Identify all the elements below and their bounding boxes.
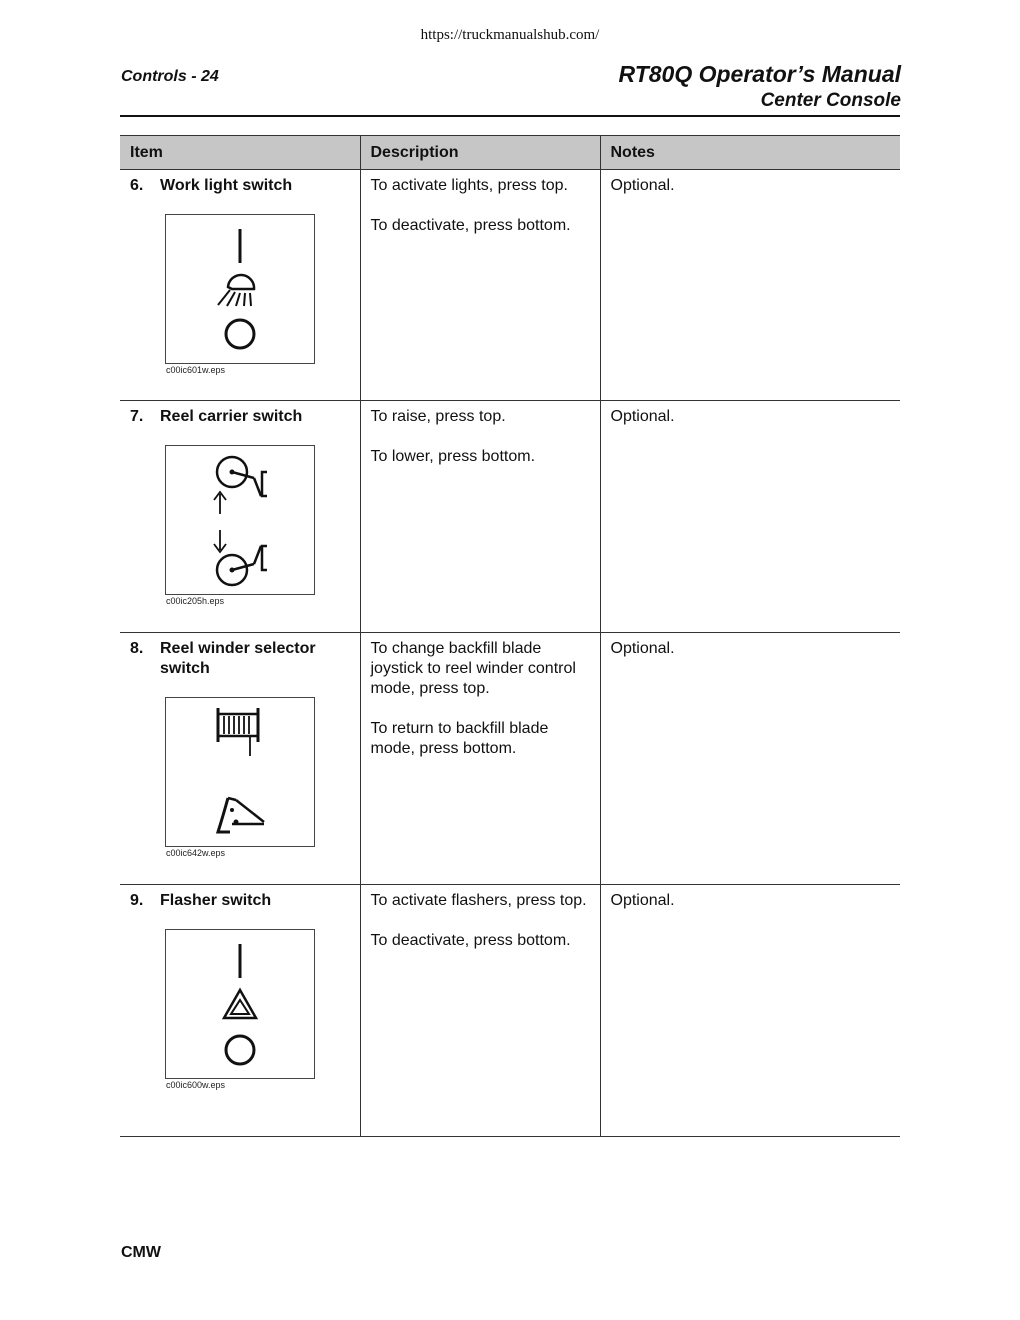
notes-cell: Optional. [600,633,900,885]
item-name: Reel winder selector switch [160,640,316,677]
description-text: To deactivate, press bottom. [370,932,571,949]
item-label [130,639,350,679]
description-text: To lower, press bottom. [370,448,536,465]
controls-table [120,135,900,1137]
section-title: Center Console [760,90,901,111]
flasher-switch-icon [165,929,315,1079]
footer-brand: CMW [121,1244,161,1261]
source-url[interactable]: https://truckmanualshub.com/ [420,27,600,43]
item-cell [120,401,360,633]
header-divider [120,115,900,117]
table-header-row [120,136,900,170]
description-cell [360,401,600,633]
description-text: To deactivate, press bottom. [370,217,571,234]
description-cell [360,885,600,1137]
figure-caption: c00ic205h.eps [166,596,225,606]
item-name: Reel carrier switch [160,408,303,425]
description-text: To return to backfill blade mode, press bottom. [370,720,549,757]
item-cell [120,885,360,1137]
item-cell [120,170,360,401]
description-text: To activate flashers, press top. [370,892,587,909]
item-number: 9. [130,892,144,909]
table-row [120,401,900,633]
column-header-item: Item [120,136,360,170]
column-header-notes: Notes [600,136,900,170]
notes-cell: Optional. [600,885,900,1137]
description-text: To change backfill blade joystick to reel winder control mode, press top. [370,640,576,697]
item-label [130,407,350,427]
manual-title: RT80Q Operator’s Manual [618,61,901,87]
item-name: Flasher switch [160,892,272,909]
description-cell [360,170,600,401]
description-text: To activate lights, press top. [370,177,568,194]
item-number: 6. [130,177,144,194]
item-number: 7. [130,408,144,425]
item-label [130,891,350,911]
description-cell [360,633,600,885]
reel-winder-selector-icon [165,697,315,847]
work-light-switch-icon [165,214,315,364]
item-cell [120,633,360,885]
item-name: Work light switch [160,177,293,194]
notes-cell: Optional. [600,170,900,401]
page-reference: Controls - 24 [121,68,219,85]
reel-carrier-switch-icon [165,445,315,595]
item-label [130,176,350,196]
item-number: 8. [130,640,144,657]
column-header-description: Description [360,136,600,170]
figure-caption: c00ic642w.eps [166,848,226,858]
table-row [120,633,900,885]
table-row [120,170,900,401]
figure-caption: c00ic601w.eps [166,365,226,375]
figure-caption: c00ic600w.eps [166,1080,226,1090]
table-row [120,885,900,1137]
notes-cell: Optional. [600,401,900,633]
description-text: To raise, press top. [370,408,506,425]
